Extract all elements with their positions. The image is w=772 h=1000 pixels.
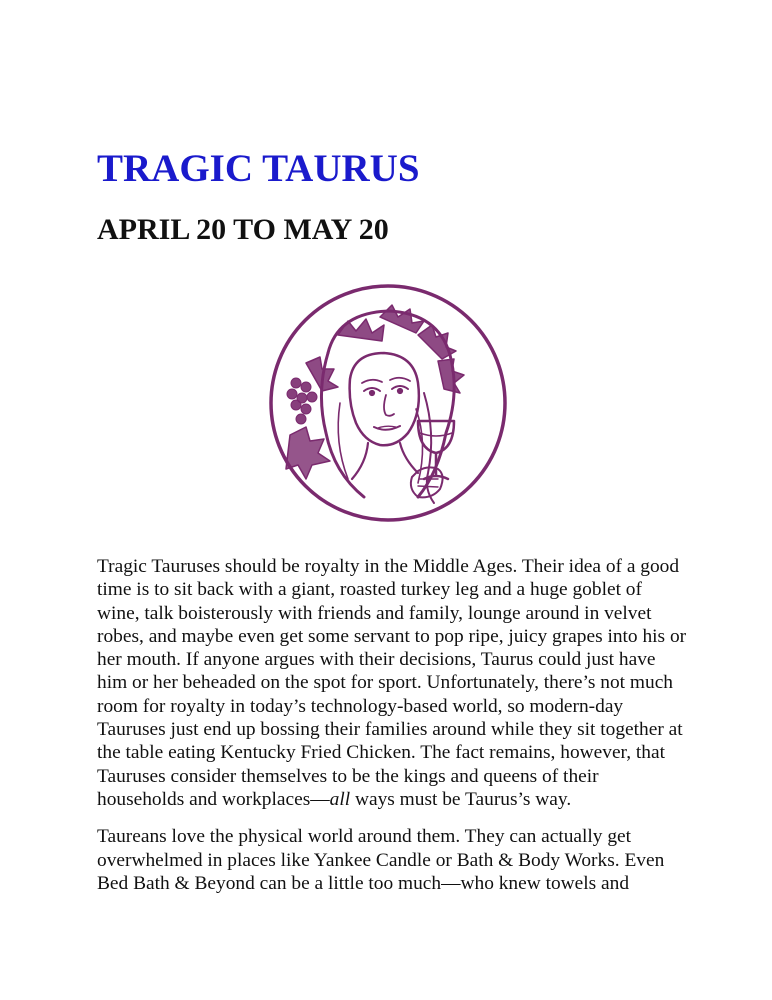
chapter-title: TRAGIC TAURUS: [97, 147, 420, 190]
text-line: Tauruses just end up bossing their families around while they sit together at: [97, 719, 683, 741]
text-line: Bed Bath & Beyond can be a little too much—who knew towels and: [97, 872, 630, 894]
text-line: time is to sit back with a giant, roasted turkey leg and a huge goblet of: [97, 579, 642, 601]
text-line: overwhelmed in places like Yankee Candle or Bath & Body Works. Even: [97, 849, 665, 871]
emphasis-all: all: [329, 788, 351, 810]
text-line: room for royalty in today’s technology-based world, so modern-day: [97, 695, 624, 717]
text-line: the table eating Kentucky Fried Chicken. The fact remains, however, that: [97, 742, 665, 764]
text-line: him or her beheaded on the spot for sport. Unfortunately, there’s not much: [97, 672, 673, 694]
text-run: households and workplaces—: [97, 788, 330, 810]
text-line: wine, talk boisterously with friends and family, lounge around in velvet: [97, 602, 652, 624]
text-line-last: [97, 788, 697, 811]
text-line: her mouth. If anyone argues with their decisions, Taurus could just have: [97, 649, 656, 671]
text-line: Tauruses consider themselves to be the kings and queens of their: [97, 765, 599, 787]
date-range-heading: APRIL 20 TO MAY 20: [97, 213, 389, 246]
text-run: ways must be Taurus’s way.: [350, 788, 572, 810]
paragraph-1: [97, 555, 697, 811]
text-line: Taureans love the physical world around them. They can actually get: [97, 826, 632, 848]
article-body: [97, 555, 697, 909]
taurus-woman-with-wine-goblet-icon: [268, 283, 508, 523]
text-line: robes, and maybe even get some servant to pop ripe, juicy grapes into his or: [97, 625, 687, 647]
text-line: Tragic Tauruses should be royalty in the Middle Ages. Their idea of a good: [97, 556, 680, 577]
paragraph-2: [97, 825, 697, 895]
